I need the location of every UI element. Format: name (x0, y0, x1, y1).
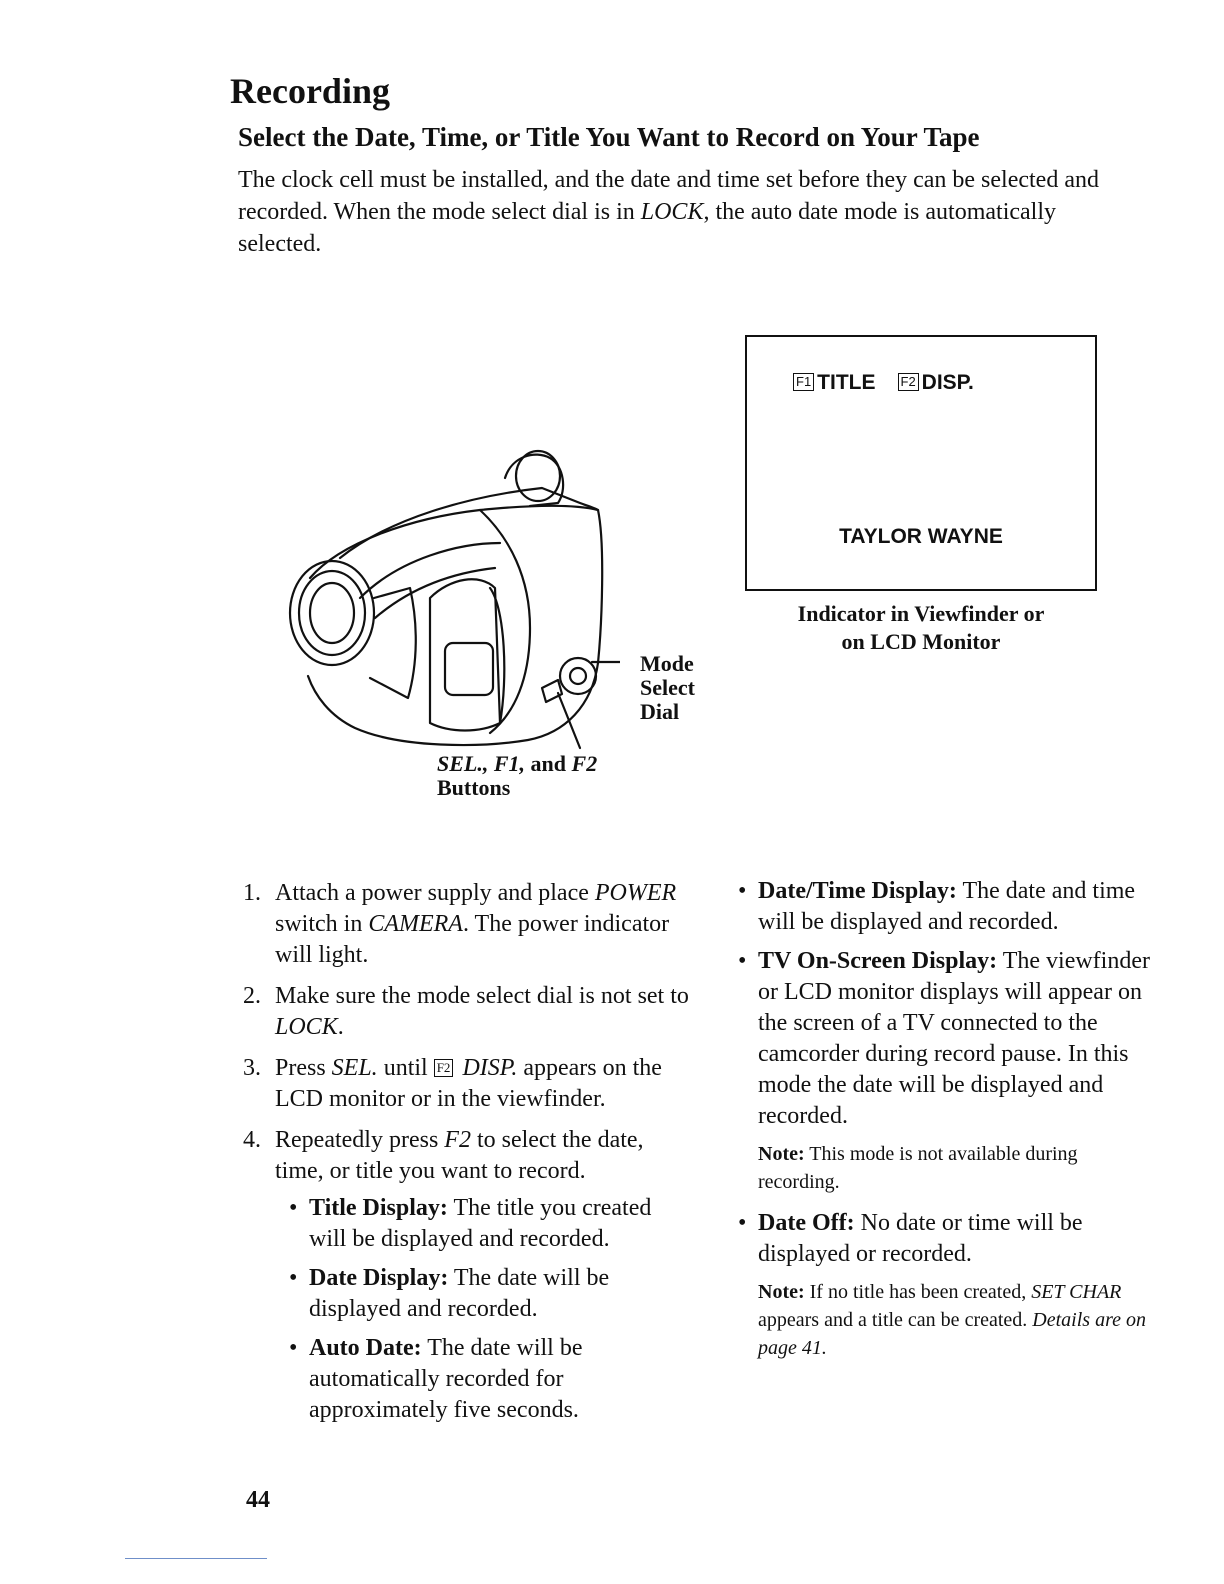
bullet-text: No date or time will be displayed or recorded. (758, 1210, 1083, 1267)
footer-rule (125, 1558, 267, 1559)
lock-term: LOCK (640, 199, 704, 225)
step-number: 4. (243, 1127, 261, 1153)
dial-label-line: Select (640, 675, 695, 700)
camera-term: CAMERA (368, 911, 463, 937)
bullet-term: Auto Date: (309, 1335, 422, 1361)
camcorder-top (340, 488, 598, 558)
step-text: until (377, 1055, 434, 1081)
step-text: . The power indicator will light. (275, 911, 670, 968)
bullet-text: The title you created will be displayed and recorded. (309, 1195, 652, 1252)
dial-label-line: Mode (640, 651, 694, 676)
lens-inner (310, 583, 354, 643)
note (758, 1140, 1158, 1196)
step-text: Make sure the mode select dial is not set to (275, 983, 689, 1009)
sub-bullet (289, 1193, 693, 1255)
camcorder-illustration (280, 448, 620, 753)
f2-key-icon: F2 (434, 1059, 454, 1077)
dial-label-line: Dial (640, 699, 680, 724)
set-char-term: SET CHAR (1031, 1281, 1122, 1303)
viewfinder-menu (793, 371, 974, 395)
option-bullet (738, 876, 1158, 938)
bullet: • (738, 1210, 747, 1236)
step-text: Press (275, 1055, 332, 1081)
sel-f1-f2-buttons-label (437, 752, 597, 800)
bullet-term: Date/Time Display: (758, 878, 957, 904)
buttons-label-line (437, 752, 597, 776)
bullet-text: The date and time will be displayed and recorded. (758, 878, 1136, 935)
bullet-text: The date will be displayed and recorded. (309, 1265, 610, 1322)
page-reference: Details are on page 41. (758, 1309, 1146, 1359)
caption-line: Indicator in Viewfinder or (797, 601, 1045, 626)
step-item (243, 1053, 693, 1115)
steps-list (243, 878, 693, 1436)
sub-bullet (289, 1333, 693, 1426)
section-heading: Select the Date, Time, or Title You Want to Record on Your Tape (238, 122, 980, 152)
bullet: • (738, 878, 747, 904)
step-text: appears on the LCD monitor or in the viewfinder. (275, 1055, 662, 1112)
sel-term: SEL., (437, 751, 489, 776)
intro-text-end: , the auto date mode is automatically selected. (238, 199, 1057, 257)
lock-term: LOCK (275, 1014, 338, 1040)
disp-term: DISP. (462, 1055, 518, 1081)
f2-key-icon: F2 (898, 373, 919, 391)
power-term: POWER (594, 880, 677, 906)
bullet: • (738, 948, 747, 974)
note-label: Note: (758, 1281, 805, 1303)
step-text: Repeatedly press (275, 1127, 445, 1153)
step-text: to select the date, time, or title you want to record. (275, 1127, 644, 1184)
mode-select-dial-drawing (560, 658, 596, 694)
bullet-text: The date will be automatically recorded for approximately five seconds. (309, 1335, 583, 1423)
step-number: 3. (243, 1055, 261, 1081)
side-button (445, 643, 493, 695)
note (758, 1278, 1158, 1362)
f1-key-icon: F1 (793, 373, 814, 391)
sel-term: SEL. (331, 1055, 378, 1081)
title-option: TITLE (817, 371, 876, 394)
viewfinder-caption (745, 600, 1097, 656)
disp-option: DISP. (921, 371, 974, 394)
viewfinder-eyepiece (505, 455, 563, 506)
bullet-term: Date Display: (309, 1265, 449, 1291)
step-item (243, 1125, 693, 1426)
step-item (243, 878, 693, 971)
bullet-term: Date Off: (758, 1210, 855, 1236)
lens-outer (290, 561, 374, 665)
dial-hub (570, 668, 586, 684)
option-bullet (738, 946, 1158, 1132)
note-text: If no title has been created, (804, 1281, 1032, 1303)
step-item (243, 981, 693, 1043)
page-number: 44 (246, 1487, 270, 1513)
viewfinder-title-text: TAYLOR WAYNE (839, 525, 1003, 548)
buttons-label-line: Buttons (437, 775, 511, 800)
page-title: Recording (230, 71, 390, 111)
bullet: • (289, 1265, 298, 1291)
intro-paragraph (238, 164, 1138, 260)
step-text: switch in (275, 911, 369, 937)
sub-bullet (289, 1263, 693, 1325)
sel-buttons-drawing (542, 680, 562, 702)
mode-select-dial-label (640, 652, 695, 724)
eyecup (516, 451, 560, 501)
option-bullet (738, 1208, 1158, 1270)
step-text: . (337, 1014, 344, 1040)
f2-term: F2 (571, 751, 598, 776)
grip-panel (430, 579, 500, 730)
bullet-term: TV On-Screen Display: (758, 948, 998, 974)
viewfinder-display (745, 335, 1097, 591)
and-text: and (530, 751, 567, 776)
step-text: Attach a power supply and place (275, 880, 595, 906)
display-options-list (738, 876, 1158, 1374)
f1-term: F1, (493, 751, 526, 776)
note-text: appears and a title can be created. (758, 1309, 1033, 1331)
step-number: 2. (243, 983, 261, 1009)
step-number: 1. (243, 880, 261, 906)
caption-line: on LCD Monitor (841, 629, 1001, 654)
bullet: • (289, 1335, 298, 1361)
note-label: Note: (758, 1143, 805, 1165)
buttons-leader-line (558, 693, 580, 748)
bullet-term: Title Display: (309, 1195, 448, 1221)
intro-text: The clock cell must be installed, and the date and time set before they can be selected and recorded. When the mode select dial is in (238, 167, 1099, 225)
bullet-text: The viewfinder or LCD monitor displays will appear on the screen of a TV connected to the camcorder during record pause. In this mode the date will be displayed and recorded. (758, 948, 1150, 1129)
f2-term: F2 (444, 1127, 471, 1153)
note-text: This mode is not available during recording. (758, 1143, 1078, 1193)
bullet: • (289, 1195, 298, 1221)
